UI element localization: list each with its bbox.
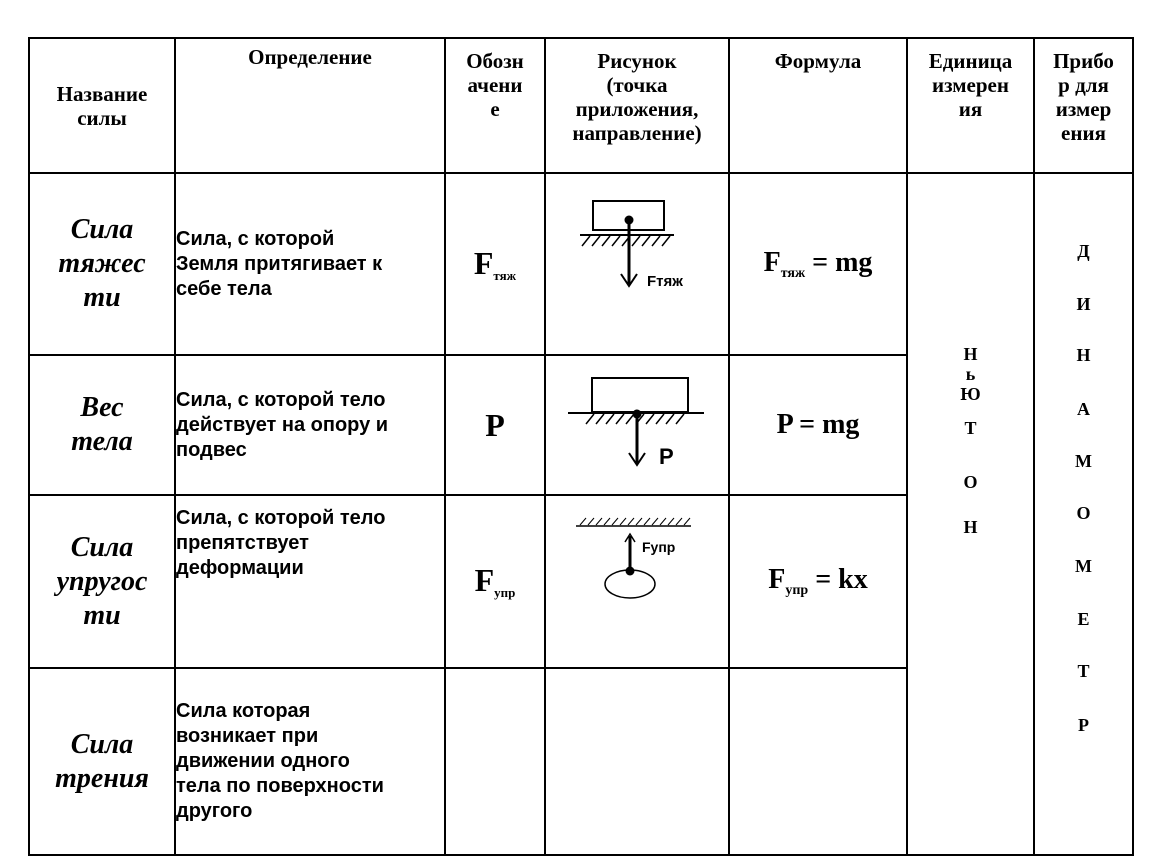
formula-sub: упр [785,583,809,598]
force-name-line: тяжес [58,248,146,279]
force-name-line: Сила [70,214,134,245]
device-letter: О [1076,503,1091,523]
force-name-line: Сила [70,728,134,760]
definition-line: движении одного [176,750,350,772]
definition-friction [175,668,445,855]
picture-weight [545,355,729,495]
header-unit-line: измерен [932,73,1009,97]
symbol-sub: упр [494,585,516,600]
device-letter: М [1075,556,1092,576]
formula-rest: = mg [805,246,873,278]
definition-elastic [175,495,445,668]
header-definition [175,38,445,173]
header-device-line: ения [1061,121,1106,145]
header-device-line: Прибо [1053,49,1114,73]
force-name-line: трения [55,762,149,794]
header-unit [907,38,1034,173]
weight-label: P [659,444,674,469]
force-name-line: тела [71,426,133,457]
formula-friction-empty [729,668,907,855]
definition-line: подвес [176,438,247,461]
header-formula [729,38,907,173]
table-row [29,173,1133,355]
symbol-elastic [445,495,545,668]
definition-weight [175,355,445,495]
definition-line: Сила, с которой тело [176,388,386,411]
gravity-diagram [546,174,730,349]
weight-diagram [546,356,730,489]
header-picture-line: Рисунок [597,49,677,73]
device-letter: Н [1076,345,1091,365]
force-name-line: Сила [70,531,134,563]
definition-line: Сила которая [176,700,311,722]
unit-letter: Н [963,344,978,364]
unit-letter: Н [963,517,978,537]
definition-line: себе тела [176,277,272,300]
header-name-text: Название силы [56,81,148,130]
picture-elastic [545,495,729,668]
symbol-main: P [485,406,505,443]
formula-gravity [729,173,907,355]
symbol-sub: тяж [493,267,517,283]
elastic-label: Fупр [642,539,676,555]
device-letter: Е [1077,609,1090,629]
header-picture [545,38,729,173]
definition-line: действует на опору и [176,413,389,436]
header-symbol-line: е [490,97,500,121]
header-device [1034,38,1133,173]
header-definition-text: Определение [248,45,372,69]
device-letter: М [1075,451,1092,471]
symbol-main: F [474,562,495,598]
symbol-weight [445,355,545,495]
picture-friction-empty [545,668,729,855]
forces-table [28,37,1134,856]
definition-line: Земля притягивает к [176,252,383,275]
unit-letter: Т [964,418,977,438]
picture-gravity [545,173,729,355]
header-picture-line: (точка [606,73,668,97]
force-name-line: ти [83,599,121,631]
header-symbol [445,38,545,173]
header-picture-line: приложения, [575,97,699,121]
formula-main: F [763,246,781,278]
unit-cell [907,173,1034,855]
formula-main: F [768,564,786,595]
symbol-gravity [445,173,545,355]
definition-gravity [175,173,445,355]
definition-line: Сила, с которой [176,227,335,250]
header-formula-text: Формула [774,49,862,73]
unit-letter: ь [965,364,976,384]
formula-main: P = mg [776,409,860,440]
force-name-gravity [29,173,175,355]
unit-letter: О [963,472,978,492]
header-row [29,38,1133,173]
definition-line: другого [176,800,253,822]
header-picture-line: направление) [572,121,702,145]
formula-sub: тяж [780,265,806,281]
header-symbol-line: Обозн [466,49,524,73]
device-letter: А [1077,399,1090,419]
force-name-line: упругос [56,565,148,597]
symbol-friction-empty [445,668,545,855]
device-letter: Р [1078,715,1089,735]
formula-weight [729,355,907,495]
header-device-line: измер [1055,97,1112,121]
header-name [29,38,175,173]
force-name-friction [29,668,175,855]
formula-rest: = kx [808,564,868,595]
header-unit-line: ия [958,97,983,121]
force-name-line: ти [83,282,121,313]
force-name-weight [29,355,175,495]
header-unit-line: Единица [928,49,1013,73]
device-letter: Т [1077,661,1090,681]
unit-letter: Ю [960,384,981,404]
elastic-diagram [546,496,730,662]
definition-line: тела по поверхности [176,775,384,797]
device-cell [1034,173,1133,855]
header-device-line: р для [1058,73,1109,97]
force-name-elastic [29,495,175,668]
definition-line: препятствует [176,532,309,554]
force-name-line: Вес [80,392,124,423]
definition-line: деформации [176,557,304,579]
definition-line: Сила, с которой тело [176,507,386,529]
formula-elastic [729,495,907,668]
device-letter: И [1076,294,1091,314]
definition-line: возникает при [176,725,319,747]
header-symbol-line: ачени [467,73,523,97]
device-letter: Д [1077,241,1090,261]
symbol-main: F [473,244,494,281]
gravity-label: Fтяж [647,273,683,290]
